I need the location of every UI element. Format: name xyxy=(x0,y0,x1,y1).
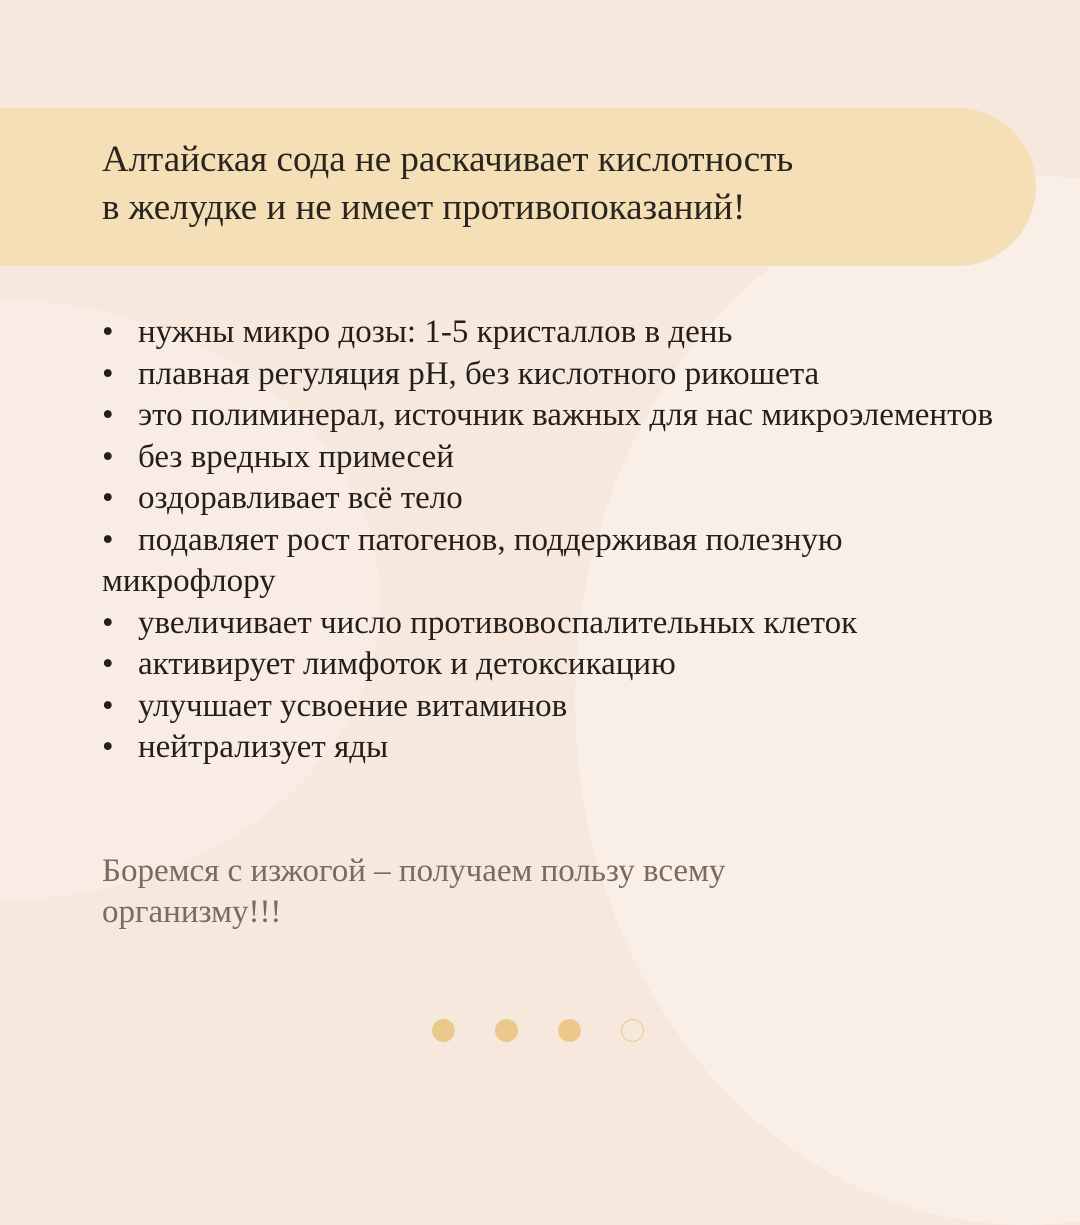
list-item-text: подавляет рост патогенов, поддерживая полезную микрофлору xyxy=(102,521,843,599)
list-item-text: активирует лимфоток и детоксикацию xyxy=(138,646,676,682)
headline: Алтайская сода не раскачивает кислотность в желудке и не имеет противопоказаний! xyxy=(102,139,794,228)
bullet-icon: • xyxy=(102,397,114,433)
bullet-icon: • xyxy=(102,521,114,558)
list-item xyxy=(102,312,1022,354)
list-item xyxy=(102,520,1022,603)
list-item xyxy=(102,478,1022,520)
list-item-text: оздоравливает всё тело xyxy=(138,480,463,516)
bullet-icon: • xyxy=(102,355,114,392)
bullet-icon: • xyxy=(102,646,114,682)
list-item-text: без вредных примесей xyxy=(138,438,454,475)
bullet-icon: • xyxy=(102,687,114,724)
list-item-text: улучшает усвоение витаминов xyxy=(138,687,568,724)
list-item-text: плавная регуляция pH, без кислотного рикошета xyxy=(138,355,820,392)
page-dot-3[interactable] xyxy=(558,1019,581,1042)
page-dot-4-current[interactable] xyxy=(621,1019,644,1042)
list-item-text: это полиминерал, источник важных для нас микроэлементов xyxy=(138,397,994,433)
list-item xyxy=(102,686,1022,728)
list-item-text: нужны микро дозы: 1-5 кристаллов в день xyxy=(138,314,733,350)
page-dot-2[interactable] xyxy=(495,1019,518,1042)
benefits-list xyxy=(102,312,1022,769)
list-item xyxy=(102,603,1022,645)
page-dot-1[interactable] xyxy=(432,1019,455,1042)
list-item-text: увеличивает число противовоспалительных клеток xyxy=(138,604,858,641)
closing-statement: Боремся с изжогой – получаем пользу всему организму!!! xyxy=(102,853,726,930)
carousel-pagination xyxy=(432,1019,644,1042)
bullet-icon: • xyxy=(102,438,114,475)
list-item xyxy=(102,727,1022,769)
list-item xyxy=(102,395,1022,437)
list-item xyxy=(102,644,1022,686)
bullet-icon: • xyxy=(102,480,114,516)
list-item-text: нейтрализует яды xyxy=(138,729,389,765)
bullet-icon: • xyxy=(102,729,114,765)
bullet-icon: • xyxy=(102,314,114,350)
list-item xyxy=(102,437,1022,479)
list-item xyxy=(102,354,1022,396)
bullet-icon: • xyxy=(102,604,114,641)
